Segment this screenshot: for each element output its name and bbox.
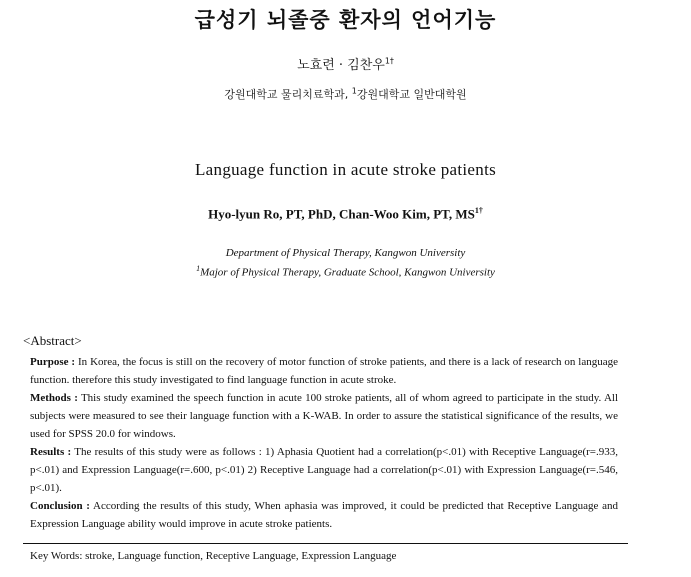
methods-label: Methods : — [30, 392, 78, 404]
purpose-label: Purpose : — [30, 356, 76, 368]
english-affiliation-1: Department of Physical Therapy, Kangwon University — [225, 247, 466, 259]
korean-affiliation-2: 강원대학교 일반대학원 — [356, 88, 467, 101]
abstract-purpose — [30, 353, 618, 389]
purpose-text: In Korea, the focus is still on the recovery of motor function of stroke patients, and there is a lack of research on language function. therefore this study investigated to find language function in acute stroke. — [30, 356, 618, 386]
results-text: The results of this study were as follows : 1) Aphasia Quotient had a correlation(p<.01) with Receptive Language(r=.933, p<.01) and Expression Language(r=.600, p<.01) 2) Receptive Language had a correlation(p<.01) with Expression Language(r=.546, p<.01). — [30, 446, 618, 494]
abstract-methods — [30, 389, 618, 443]
methods-text: This study examined the speech function in acute 100 stroke patients, all of whom agreed to participate in the study. All subjects were measured to see their language function with a K-WAB. In order to assure the statistical significance of the results, we used for SPSS 20.0 for windows. — [30, 392, 619, 440]
divider-rule — [23, 543, 628, 544]
english-affiliation-2: Major of Physical Therapy, Graduate School, Kangwon University — [200, 266, 495, 279]
korean-authors — [0, 54, 691, 73]
abstract-body — [30, 353, 618, 533]
english-affiliation-2-line — [0, 261, 691, 281]
conclusion-label: Conclusion : — [30, 500, 90, 512]
english-affiliations — [0, 245, 691, 281]
korean-title: 급성기 뇌졸중 환자의 언어기능 — [194, 8, 497, 32]
english-affiliation-marker: 1 — [196, 264, 201, 273]
korean-author-marker: 1† — [384, 56, 394, 66]
korean-affiliation-1: 강원대학교 물리치료학과, — [224, 88, 352, 101]
english-author-names: Hyo-lyun Ro, PT, PhD, Chan-Woo Kim, PT, MS — [208, 206, 475, 222]
korean-author-names: 노효련 · 김찬우 — [297, 58, 385, 73]
results-label: Results : — [30, 446, 72, 458]
abstract-results — [30, 443, 618, 497]
abstract-heading: <Abstract> — [23, 333, 82, 348]
conclusion-text: According the results of this study, When aphasia was improved, it could be predicted that Receptive Language and Expression Language ability would improve in acute stroke patients. — [30, 500, 618, 530]
korean-affiliation-marker: 1 — [351, 86, 357, 96]
key-words: Key Words: stroke, Language function, Receptive Language, Expression Language — [30, 550, 397, 562]
english-author-marker: 1† — [474, 206, 483, 215]
english-title: Language function in acute stroke patients — [194, 160, 497, 179]
english-authors — [0, 206, 691, 222]
abstract-conclusion — [30, 497, 618, 533]
korean-affiliation — [0, 86, 691, 102]
